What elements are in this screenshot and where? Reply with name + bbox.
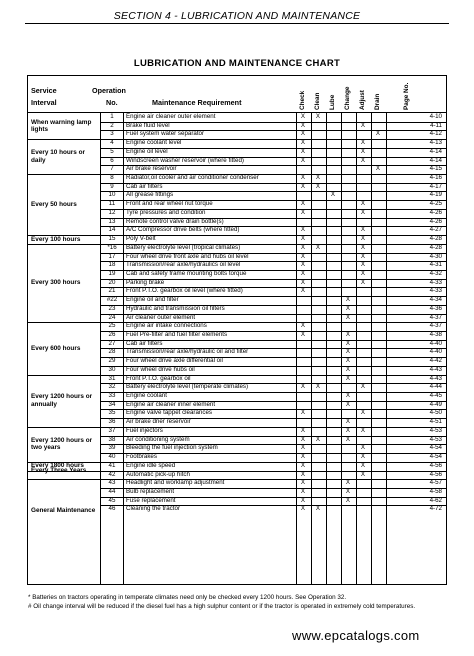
- column-header-label: Adjust: [359, 90, 366, 110]
- mark-check: X: [300, 182, 306, 190]
- column-header-label: Clean: [314, 92, 321, 110]
- maintenance-requirement: Fuse replacement: [126, 496, 176, 504]
- mark-clean: X: [315, 174, 321, 182]
- maintenance-requirement: Tyre pressures and condition: [126, 208, 206, 216]
- service-interval-label: Every Three Years: [31, 467, 87, 475]
- maintenance-requirement: Battery electrolyte level (tropical climates): [126, 243, 241, 251]
- mark-adjust: X: [360, 453, 366, 461]
- operation-number: 28: [108, 348, 116, 356]
- operation-number: 40: [108, 453, 116, 461]
- mark-adjust: X: [360, 461, 366, 469]
- maintenance-requirement: Air cleaner outer element: [126, 313, 196, 321]
- page-number: 4-56: [429, 461, 442, 469]
- service-interval-label: When warning lamp lights: [31, 118, 92, 134]
- operation-number: 2: [110, 121, 114, 129]
- page-number: 4-37: [429, 313, 442, 321]
- mark-check: X: [300, 200, 306, 208]
- operation-number: 36: [108, 418, 116, 426]
- mark-change: X: [345, 435, 351, 443]
- service-interval-label: Every 1200 hours or two years: [31, 436, 93, 452]
- maintenance-requirement: Engine air cleaner outer element: [126, 113, 216, 120]
- maintenance-requirement: Cab and safety frame mounting bolts torque: [126, 269, 247, 277]
- operation-number: 6: [110, 156, 114, 164]
- column-header-label: Drain: [374, 93, 381, 110]
- maintenance-requirement: Engine coolant level: [126, 139, 182, 147]
- table-row: [28, 287, 446, 296]
- table-row: [28, 418, 446, 427]
- table-row: [28, 305, 446, 314]
- service-interval-label: Every 50 hours: [31, 200, 77, 208]
- operation-number: 9: [110, 182, 114, 190]
- operation-number: #22: [106, 296, 118, 304]
- page-number: 4-31: [429, 261, 442, 269]
- maintenance-requirement: Air brake drier reservoir: [126, 418, 191, 426]
- mark-clean: X: [315, 113, 321, 120]
- operation-number: 14: [108, 226, 116, 234]
- operation-number: 19: [108, 269, 116, 277]
- operation-number: 21: [108, 287, 116, 295]
- maintenance-requirement: Four wheel drive front axle and hubs oil level: [126, 252, 249, 260]
- mark-change: X: [345, 496, 351, 504]
- mark-check: X: [300, 252, 306, 260]
- maintenance-requirement: Fuel system water separator: [126, 130, 205, 138]
- mark-clean: X: [315, 182, 321, 190]
- mark-change: X: [345, 348, 351, 356]
- mark-check: X: [300, 383, 306, 391]
- page-number: 4-10: [429, 113, 442, 120]
- maintenance-requirement: Engine idle speed: [126, 461, 176, 469]
- service-interval-label: Every 1800 hours: [31, 462, 84, 470]
- mark-change: X: [345, 418, 351, 426]
- maintenance-table: [27, 75, 447, 585]
- column-header-label: Lube: [329, 94, 336, 110]
- operation-number: 38: [108, 435, 116, 443]
- maintenance-requirement: Four wheel drive axle differential oil: [126, 357, 223, 365]
- operation-number: 26: [108, 331, 116, 338]
- table-row: [28, 226, 446, 235]
- maintenance-requirement: Cab air filters: [126, 182, 163, 190]
- service-interval-label: Every 10 hours or daily: [31, 149, 85, 164]
- header-operation: Operation: [92, 86, 126, 95]
- table-row: [28, 209, 446, 218]
- mark-check: X: [300, 470, 306, 478]
- operation-number: 31: [108, 374, 116, 382]
- column-header: [400, 80, 414, 110]
- mark-check: X: [300, 461, 306, 469]
- page-number: 4-51: [429, 418, 442, 426]
- mark-check: X: [300, 261, 306, 269]
- mark-adjust: X: [360, 261, 366, 269]
- page-number: 4-34: [429, 296, 442, 304]
- operation-number: 24: [108, 313, 116, 321]
- column-header: [341, 80, 355, 110]
- mark-check: X: [300, 453, 306, 461]
- mark-check: X: [300, 156, 306, 164]
- maintenance-requirement: Transmission/rear axle/hydraulics oil level: [126, 261, 241, 269]
- page-number: 4-54: [429, 453, 442, 461]
- mark-change: X: [345, 426, 351, 434]
- mark-clean: X: [315, 383, 321, 391]
- table-row: [28, 261, 446, 270]
- mark-check: X: [300, 287, 306, 295]
- mark-adjust: X: [360, 252, 366, 260]
- page-number: 4-44: [429, 383, 442, 391]
- operation-number: 43: [108, 479, 116, 487]
- operation-number: 23: [108, 304, 116, 312]
- page-number: 4-15: [429, 165, 442, 173]
- page-number: 4-53: [429, 426, 442, 434]
- chart-title: LUBRICATION AND MAINTENANCE CHART: [133, 58, 341, 69]
- page-number: 4-38: [429, 331, 442, 338]
- maintenance-requirement: Fuel injectors: [126, 426, 163, 434]
- mark-change: X: [345, 296, 351, 304]
- maintenance-requirement: A/C Compressor drive belts (where fitted): [126, 226, 240, 234]
- service-interval-label: General Maintenance: [31, 506, 96, 514]
- operation-number: 34: [108, 400, 116, 408]
- table-row: [28, 331, 446, 340]
- mark-clean: X: [315, 435, 321, 443]
- service-interval-label: Every 1200 hours or annually: [31, 393, 93, 408]
- maintenance-requirement: Automatic pick-up hitch: [126, 470, 190, 478]
- mark-check: X: [300, 121, 306, 129]
- maintenance-requirement: Bulb replacement: [126, 487, 175, 495]
- service-interval-label: Every 300 hours: [31, 279, 81, 287]
- mark-check: X: [300, 505, 306, 513]
- table-row: [28, 453, 446, 462]
- page-number: 4-32: [429, 269, 442, 277]
- column-header: [296, 80, 310, 110]
- mark-change: X: [345, 331, 351, 338]
- table-row: [28, 314, 446, 323]
- operation-number: 11: [108, 200, 116, 208]
- mark-adjust: X: [360, 121, 366, 129]
- operation-number: 10: [108, 191, 116, 199]
- maintenance-requirement: Remote control valve drain bottle(s): [126, 217, 224, 225]
- service-interval-label: Every 100 hours: [31, 235, 81, 243]
- mark-check: X: [300, 269, 306, 277]
- operation-number: 41: [108, 461, 116, 469]
- maintenance-requirement: Air brake reservoir: [126, 165, 177, 173]
- mark-check: X: [300, 113, 306, 120]
- table-row: [28, 183, 446, 192]
- footnote-batteries: * Batteries on tractors operating in temperate climates need only be checked every 1200 hours. See Operation 32.: [28, 594, 347, 601]
- mark-check: X: [300, 226, 306, 234]
- mark-change: X: [345, 392, 351, 400]
- maintenance-requirement: Four wheel drive hubs oil: [126, 365, 195, 373]
- maintenance-requirement: Front and rear wheel nut torque: [126, 200, 213, 208]
- mark-adjust: X: [360, 147, 366, 155]
- table-row: [28, 191, 446, 200]
- maintenance-requirement: Engine valve tappet clearances: [126, 409, 212, 417]
- maintenance-requirement: Front P.T.O. gearbox oil level (where fitted): [126, 287, 243, 295]
- mark-check: X: [300, 426, 306, 434]
- mark-check: X: [300, 147, 306, 155]
- mark-check: X: [300, 174, 306, 182]
- operation-number: 33: [108, 392, 116, 400]
- operation-number: 20: [108, 278, 116, 286]
- mark-check: X: [300, 479, 306, 487]
- mark-adjust: X: [360, 383, 366, 391]
- page-number: 4-26: [429, 217, 442, 225]
- mark-adjust: X: [360, 426, 366, 434]
- mark-check: X: [300, 243, 306, 251]
- header-no: No.: [106, 98, 118, 107]
- mark-check: X: [300, 322, 306, 330]
- maintenance-requirement: Front P.T.O. gearbox oil: [126, 374, 191, 382]
- maintenance-requirement: Brake fluid level: [126, 121, 170, 129]
- mark-drain: X: [375, 130, 381, 138]
- table-row: [28, 244, 446, 253]
- table-row: [28, 139, 446, 148]
- source-watermark: www.epcatalogs.com: [292, 628, 420, 643]
- table-row: [28, 366, 446, 375]
- page-number: 4-42: [429, 357, 442, 365]
- operation-number: 42: [108, 470, 116, 478]
- maintenance-requirement: Engine oil and filter: [126, 296, 179, 304]
- header-service: Service: [31, 86, 57, 95]
- maintenance-requirement: Windscreen washer reservoir (where fitted): [126, 156, 244, 164]
- mark-check: X: [300, 496, 306, 504]
- mark-adjust: X: [360, 278, 366, 286]
- page-number: 4-33: [429, 287, 442, 295]
- page-number: 4-54: [429, 444, 442, 452]
- mark-adjust: X: [360, 444, 366, 452]
- page-number: 4-19: [429, 191, 442, 199]
- table-row: [28, 383, 446, 392]
- page-number: 4-25: [429, 200, 442, 208]
- column-header: [311, 80, 325, 110]
- mark-change: X: [345, 313, 351, 321]
- page-number: 4-72: [429, 505, 442, 513]
- table-row: [28, 479, 446, 488]
- maintenance-requirement: Engine oil level: [126, 147, 168, 155]
- column-header: [326, 80, 340, 110]
- mark-lube: X: [330, 191, 336, 199]
- operation-number: 1: [110, 113, 114, 120]
- maintenance-requirement: Engine air cleaner inner element: [126, 400, 216, 408]
- mark-check: X: [300, 139, 306, 147]
- mark-change: X: [345, 304, 351, 312]
- page-number: 4-53: [429, 435, 442, 443]
- maintenance-requirement: All grease fittings: [126, 191, 174, 199]
- maintenance-requirement: Footbrakes: [126, 453, 157, 461]
- column-header-label: Page No.: [403, 82, 410, 110]
- page-number: 4-36: [429, 304, 442, 312]
- maintenance-requirement: Headlight and worklamp adjustment: [126, 479, 225, 487]
- mark-adjust: X: [360, 208, 366, 216]
- operation-number: 46: [108, 505, 116, 513]
- page-number: 4-11: [430, 121, 442, 129]
- page-number: 4-27: [429, 226, 442, 234]
- table-row: [28, 497, 446, 506]
- page-number: 4-57: [429, 479, 442, 487]
- mark-check: X: [300, 435, 306, 443]
- footnotes: [28, 593, 448, 611]
- table-row: [28, 427, 446, 436]
- page-number: 4-56: [429, 470, 442, 478]
- operation-number: 12: [108, 208, 116, 216]
- table-row: [28, 375, 446, 384]
- maintenance-requirement: Fuel Pre-filter and fuel filter elements: [126, 331, 228, 338]
- operation-number: 45: [108, 496, 116, 504]
- section-title: SECTION 4 - LUBRICATION AND MAINTENANCE: [113, 10, 361, 22]
- column-header: [371, 80, 385, 110]
- maintenance-requirement: Air conditioning system: [126, 435, 190, 443]
- mark-clean: X: [315, 505, 321, 513]
- page-number: 4-43: [429, 365, 442, 373]
- page-number: 4-62: [429, 496, 442, 504]
- operation-number: 37: [108, 426, 116, 434]
- operation-number: 44: [108, 487, 116, 495]
- operation-number: 15: [108, 235, 116, 243]
- table-row: [28, 253, 446, 262]
- page-number: 4-17: [429, 182, 442, 190]
- column-header-label: Check: [299, 90, 306, 110]
- page-number: 4-43: [429, 374, 442, 382]
- table-row: [28, 174, 446, 183]
- operation-number: 8: [110, 174, 114, 182]
- page-number: 4-16: [429, 174, 442, 182]
- maintenance-requirement: Cleaning the tractor: [126, 505, 180, 513]
- mark-adjust: X: [360, 226, 366, 234]
- table-row: [28, 488, 446, 497]
- maintenance-requirement: Engine coolant: [126, 392, 167, 400]
- mark-change: X: [345, 339, 351, 347]
- maintenance-requirement: Cab air filters: [126, 339, 163, 347]
- operation-number: 3: [110, 130, 114, 138]
- operation-number: 7: [110, 165, 114, 173]
- mark-adjust: X: [360, 139, 366, 147]
- operation-number: 30: [108, 365, 116, 373]
- page-number: 4-45: [429, 392, 442, 400]
- mark-change: X: [345, 400, 351, 408]
- operation-number: 29: [108, 357, 116, 365]
- table-row: [28, 409, 446, 418]
- mark-check: X: [300, 444, 306, 452]
- table-row: [28, 218, 446, 227]
- header-rule: [25, 23, 449, 24]
- table-row: [28, 270, 446, 279]
- page-number: 4-50: [429, 409, 442, 417]
- page-number: 4-40: [429, 339, 442, 347]
- mark-adjust: X: [360, 409, 366, 417]
- footnote-oil-change: # Oil change interval will be reduced if the diesel fuel has a high sulphur content or if the tractor is operated in extremely cold temperatures.: [28, 603, 416, 610]
- page-number: 4-28: [429, 243, 442, 251]
- operation-number: *16: [107, 243, 117, 251]
- operation-number: 13: [108, 217, 116, 225]
- operation-number: 27: [108, 339, 116, 347]
- mark-check: X: [300, 409, 306, 417]
- maintenance-requirement: Hydraulic and transmission oil filters: [126, 304, 225, 312]
- maintenance-requirement: Parking brake: [126, 278, 165, 286]
- mark-check: X: [300, 235, 306, 243]
- maintenance-requirement: Radiator,oil cooler and air conditioner condenser: [126, 174, 259, 182]
- mark-change: X: [345, 357, 351, 365]
- mark-check: X: [300, 208, 306, 216]
- page-number: 4-26: [429, 208, 442, 216]
- column-header: [356, 80, 370, 110]
- column-header-label: Change: [344, 86, 351, 110]
- maintenance-requirement: Bleeding the fuel injection system: [126, 444, 218, 452]
- operation-number: 17: [108, 252, 116, 260]
- mark-change: X: [345, 479, 351, 487]
- maintenance-requirement: Battery electrolyte level (temperate climates): [126, 383, 249, 391]
- mark-change: X: [345, 374, 351, 382]
- operation-number: 39: [108, 444, 116, 452]
- header-requirement: Maintenance Requirement: [152, 98, 242, 107]
- mark-check: X: [300, 278, 306, 286]
- page-number: 4-14: [429, 147, 442, 155]
- mark-check: X: [300, 487, 306, 495]
- maintenance-requirement: Engine air intake connections: [126, 322, 207, 330]
- page-number: 4-37: [429, 322, 442, 330]
- page-number: 4-40: [429, 348, 442, 356]
- mark-adjust: X: [360, 156, 366, 164]
- operation-number: 18: [108, 261, 116, 269]
- page-number: 4-13: [429, 139, 442, 147]
- table-row: [28, 322, 446, 331]
- page-number: 4-49: [429, 400, 442, 408]
- table-row: [28, 165, 446, 174]
- page-number: 4-14: [429, 156, 442, 164]
- mark-check: X: [300, 331, 306, 338]
- header-interval: Interval: [31, 98, 57, 107]
- page-number: 4-28: [429, 235, 442, 243]
- mark-adjust: X: [360, 269, 366, 277]
- mark-adjust: X: [360, 470, 366, 478]
- mark-adjust: X: [360, 235, 366, 243]
- maintenance-requirement: Transmission/rear axle/hydraulic oil and filter: [126, 348, 249, 356]
- mark-change: X: [345, 487, 351, 495]
- maintenance-requirement: Poly V-belt: [126, 235, 156, 243]
- mark-clean: X: [315, 243, 321, 251]
- operation-number: 5: [110, 147, 114, 155]
- page-number: 4-12: [429, 130, 442, 138]
- mark-adjust: X: [360, 200, 366, 208]
- mark-change: X: [345, 365, 351, 373]
- page-number: 4-58: [429, 487, 442, 495]
- operation-number: 35: [108, 409, 116, 417]
- mark-check: X: [300, 130, 306, 138]
- mark-adjust: X: [360, 243, 366, 251]
- table-row: [28, 357, 446, 366]
- operation-number: 25: [108, 322, 116, 330]
- operation-number: 4: [110, 139, 114, 147]
- operation-number: 32: [108, 383, 116, 391]
- table-row: [28, 296, 446, 305]
- service-interval-label: Every 600 hours: [31, 344, 81, 352]
- page-number: 4-30: [429, 252, 442, 260]
- mark-drain: X: [375, 165, 381, 173]
- page-number: 4-33: [429, 278, 442, 286]
